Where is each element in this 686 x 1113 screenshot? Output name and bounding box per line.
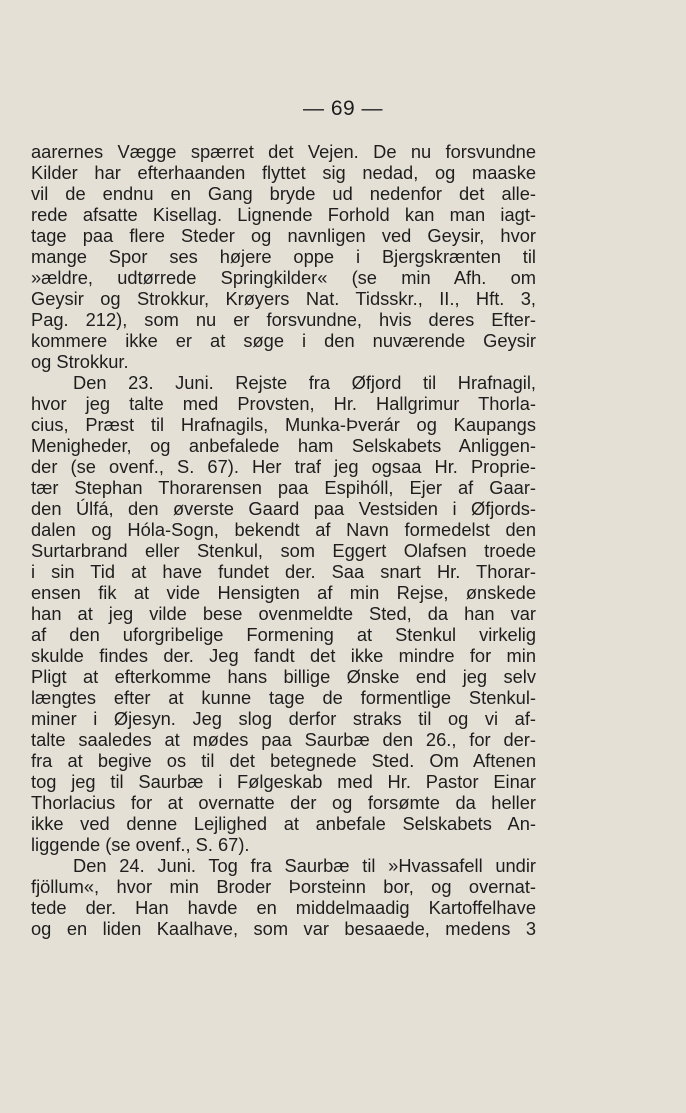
text-line: tog jeg til Saurbæ i Følgeskab med Hr. Pastor Einar xyxy=(31,771,536,792)
text-line: ensen fik at vide Hensigten af min Rejse, ønskede xyxy=(31,582,536,603)
text-line: Menigheder, og anbefalede ham Selskabets Anliggen- xyxy=(31,435,536,456)
text-line: aarernes Vægge spærret det Vejen. De nu forsvundne xyxy=(31,141,536,162)
text-line: han at jeg vilde bese ovenmeldte Sted, da han var xyxy=(31,603,536,624)
text-line: og Strokkur. xyxy=(31,351,129,372)
text-line: dalen og Hóla-Sogn, bekendt af Navn formedelst den xyxy=(31,519,536,540)
text-line: af den uforgribelige Formening at Stenkul virkelig xyxy=(31,624,536,645)
text-line: Pligt at efterkomme hans billige Ønske end jeg selv xyxy=(31,666,536,687)
text-line: liggende (se ovenf., S. 67). xyxy=(31,834,250,855)
text-line: Thorlacius for at overnatte der og forsømte da heller xyxy=(31,792,536,813)
text-line: cius, Præst til Hrafnagils, Munka-Þverár og Kaupangs xyxy=(31,414,536,435)
text-line: fjöllum«, hvor min Broder Þorsteinn bor, og overnat- xyxy=(31,876,536,897)
text-line: Pag. 212), som nu er forsvundne, hvis deres Efter- xyxy=(31,309,536,330)
text-line: rede afsatte Kisellag. Lignende Forhold kan man iagt- xyxy=(31,204,536,225)
text-line: skulde findes der. Jeg fandt det ikke mindre for min xyxy=(31,645,536,666)
text-line: tær Stephan Thorarensen paa Espihóll, Ejer af Gaar- xyxy=(31,477,536,498)
text-line: Den 24. Juni. Tog fra Saurbæ til »Hvassafell undir xyxy=(73,855,536,876)
text-line: Kilder har efterhaanden flyttet sig nedad, og maaske xyxy=(31,162,536,183)
text-line: Surtarbrand eller Stenkul, som Eggert Olafsen troede xyxy=(31,540,536,561)
text-line: der (se ovenf., S. 67). Her traf jeg ogsaa Hr. Proprie- xyxy=(31,456,536,477)
text-line: længtes efter at kunne tage de formentlige Stenkul- xyxy=(31,687,536,708)
text-line: og en liden Kaalhave, som var besaaede, medens 3 xyxy=(31,918,536,939)
text-line: talte saaledes at mødes paa Saurbæ den 26., for der- xyxy=(31,729,536,750)
text-line: hvor jeg talte med Provsten, Hr. Hallgrimur Thorla- xyxy=(31,393,536,414)
text-line: den Úlfá, den øverste Gaard paa Vestsiden i Øfjords- xyxy=(31,498,536,519)
text-line: tage paa flere Steder og navnligen ved Geysir, hvor xyxy=(31,225,536,246)
text-line: miner i Øjesyn. Jeg slog derfor straks til og vi af- xyxy=(31,708,536,729)
text-line: i sin Tid at have fundet der. Saa snart Hr. Thorar- xyxy=(31,561,536,582)
page-number: — 69 — xyxy=(302,97,384,120)
body-text xyxy=(31,141,536,939)
text-line: ikke ved denne Lejlighed at anbefale Selskabets An- xyxy=(31,813,536,834)
text-line: fra at begive os til det betegnede Sted. Om Aftenen xyxy=(31,750,536,771)
text-line: Geysir og Strokkur, Krøyers Nat. Tidsskr., II., Hft. 3, xyxy=(31,288,536,309)
text-line: mange Spor ses højere oppe i Bjergskrænten til xyxy=(31,246,536,267)
text-line: kommere ikke er at søge i den nuværende Geysir xyxy=(31,330,536,351)
text-line: »ældre, udtørrede Springkilder« (se min Afh. om xyxy=(31,267,536,288)
text-line: vil de endnu en Gang bryde ud nedenfor det alle- xyxy=(31,183,536,204)
text-line: tede der. Han havde en middelmaadig Kartoffelhave xyxy=(31,897,536,918)
text-line: Den 23. Juni. Rejste fra Øfjord til Hrafnagil, xyxy=(73,372,536,393)
